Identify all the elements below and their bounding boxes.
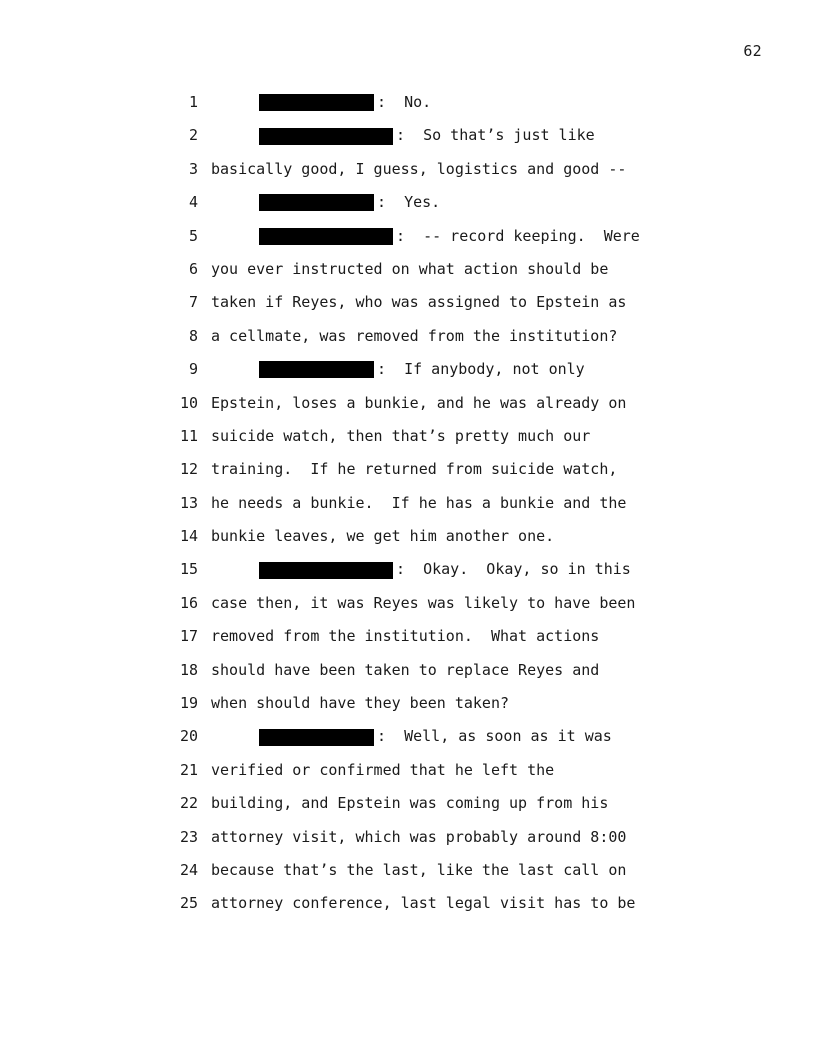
line-number: 7 (188, 293, 198, 312)
line-number: 18 (179, 660, 198, 679)
speaker-turn (259, 119, 595, 152)
line-text: when should have they been taken? (211, 694, 510, 713)
transcript-line (0, 453, 816, 486)
transcript-line (0, 620, 816, 653)
line-text: Epstein, loses a bunkie, and he was already on (211, 393, 627, 412)
redaction-bar (259, 228, 393, 245)
line-number: 15 (179, 560, 198, 579)
line-number: 22 (179, 794, 198, 813)
redaction-bar (259, 194, 374, 211)
line-text: training. If he returned from suicide watch, (211, 460, 618, 479)
line-text: he needs a bunkie. If he has a bunkie and the (211, 493, 627, 512)
transcript-line (0, 487, 816, 520)
transcript-line (0, 520, 816, 553)
line-text: case then, it was Reyes was likely to have been (211, 593, 636, 612)
transcript-line (0, 353, 816, 386)
line-text: taken if Reyes, who was assigned to Epstein as (211, 293, 627, 312)
line-text: attorney visit, which was probably around 8:00 (211, 827, 627, 846)
page-number: 62 (743, 42, 762, 60)
transcript-line (0, 220, 816, 253)
speaker-turn (259, 186, 440, 219)
line-number: 5 (188, 226, 198, 245)
speaker-turn (259, 553, 631, 586)
transcript-body (0, 86, 816, 921)
speaker-turn (259, 86, 431, 119)
line-number: 21 (179, 760, 198, 779)
transcript-line (0, 253, 816, 286)
line-number: 24 (179, 860, 198, 879)
line-number: 19 (179, 694, 198, 713)
redaction-bar (259, 128, 393, 145)
transcript-line (0, 854, 816, 887)
line-number: 6 (188, 259, 198, 278)
transcript-line (0, 654, 816, 687)
line-text: verified or confirmed that he left the (211, 760, 555, 779)
transcript-line (0, 186, 816, 219)
redaction-bar (259, 361, 374, 378)
line-text: : Okay. Okay, so in this (396, 560, 631, 579)
transcript-line (0, 86, 816, 119)
transcript-line (0, 286, 816, 319)
line-text: : Well, as soon as it was (377, 727, 612, 746)
line-number: 25 (179, 894, 198, 913)
line-number: 8 (188, 326, 198, 345)
transcript-line (0, 420, 816, 453)
line-text: because that’s the last, like the last call on (211, 860, 627, 879)
speaker-turn (259, 720, 612, 753)
line-text: attorney conference, last legal visit has to be (211, 894, 636, 913)
speaker-turn (259, 220, 640, 253)
line-number: 23 (179, 827, 198, 846)
line-text: you ever instructed on what action should be (211, 259, 609, 278)
line-text: : -- record keeping. Were (396, 226, 640, 245)
line-text: : So that’s just like (396, 126, 595, 145)
line-number: 10 (179, 393, 198, 412)
line-text: : No. (377, 93, 432, 111)
line-number: 3 (188, 159, 198, 178)
speaker-turn (259, 353, 585, 386)
transcript-line (0, 153, 816, 186)
redaction-bar (259, 729, 374, 746)
line-text: basically good, I guess, logistics and good -- (211, 159, 627, 178)
line-number: 13 (179, 493, 198, 512)
line-text: building, and Epstein was coming up from his (211, 794, 609, 813)
transcript-line (0, 754, 816, 787)
line-text: a cellmate, was removed from the institution? (211, 326, 618, 345)
line-text: bunkie leaves, we get him another one. (211, 527, 555, 546)
transcript-line (0, 787, 816, 820)
line-text: removed from the institution. What actions (211, 627, 600, 646)
transcript-line (0, 687, 816, 720)
transcript-line (0, 887, 816, 920)
line-number: 11 (179, 426, 198, 445)
redaction-bar (259, 562, 393, 579)
line-number: 2 (188, 126, 198, 145)
line-number: 16 (179, 593, 198, 612)
transcript-line (0, 720, 816, 753)
line-number: 17 (179, 627, 198, 646)
line-number: 14 (179, 527, 198, 546)
line-number: 1 (188, 93, 198, 111)
transcript-line (0, 553, 816, 586)
line-text: : If anybody, not only (377, 360, 585, 379)
line-text: should have been taken to replace Reyes and (211, 660, 600, 679)
line-text: suicide watch, then that’s pretty much our (211, 426, 591, 445)
line-text: : Yes. (377, 193, 441, 212)
line-number: 9 (188, 360, 198, 379)
transcript-line (0, 320, 816, 353)
transcript-line (0, 821, 816, 854)
transcript-line (0, 587, 816, 620)
line-number: 12 (179, 460, 198, 479)
line-number: 20 (179, 727, 198, 746)
transcript-line (0, 387, 816, 420)
line-number: 4 (188, 193, 198, 212)
redaction-bar (259, 94, 374, 111)
transcript-line (0, 119, 816, 152)
